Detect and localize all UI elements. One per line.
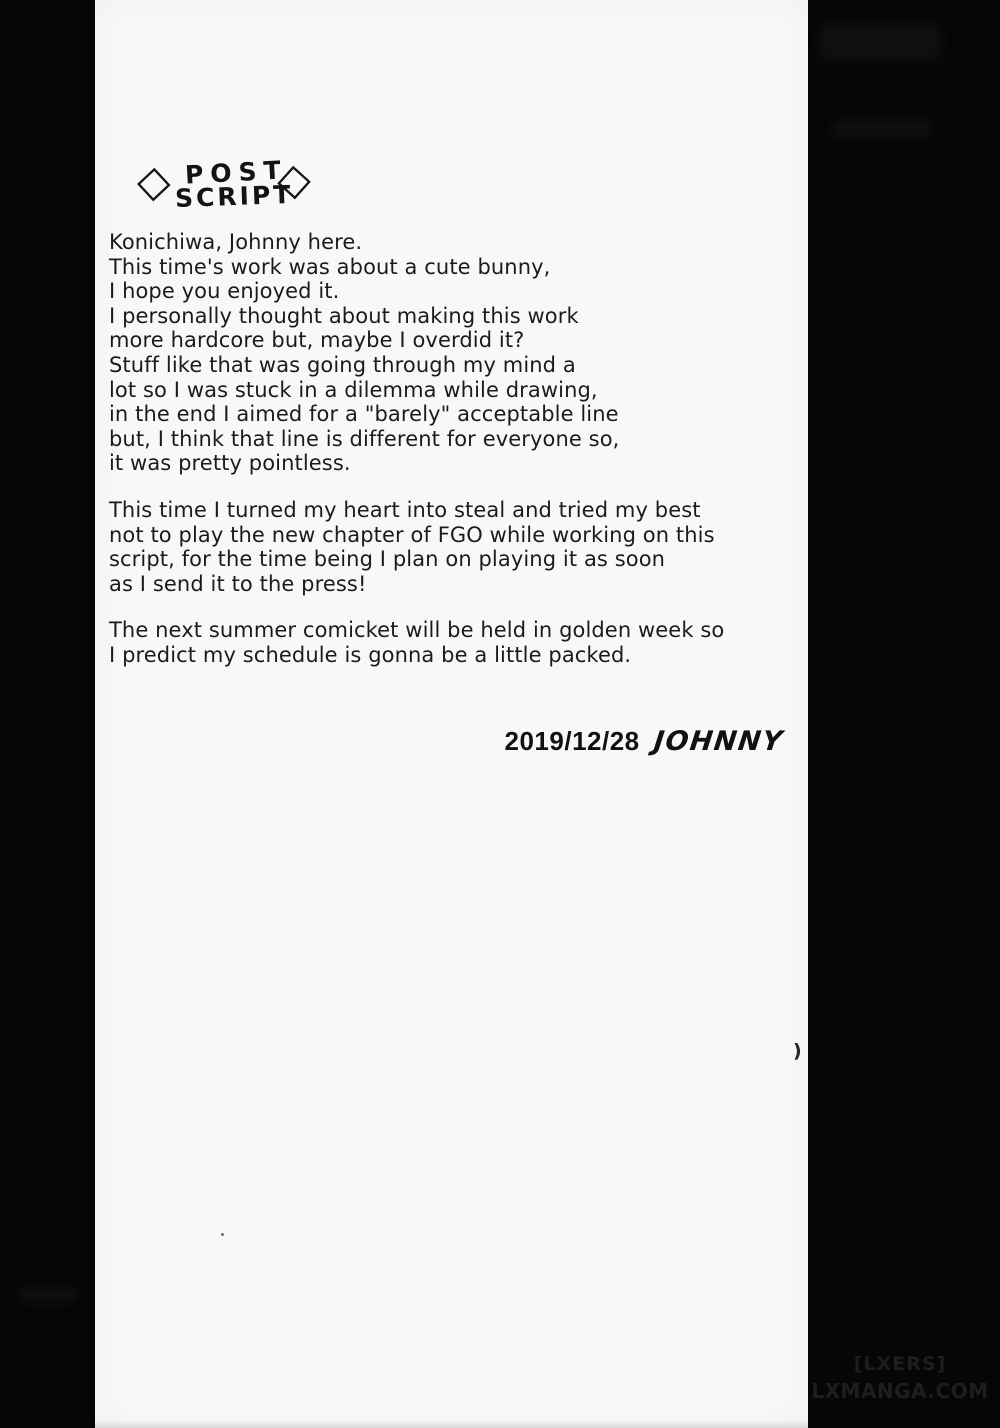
signature-date: 2019/12/28 xyxy=(504,726,640,756)
paragraphs xyxy=(109,230,785,690)
paragraph xyxy=(109,618,785,667)
text-line: I personally thought about making this work xyxy=(109,303,579,328)
paper-bottom-edge xyxy=(95,1419,808,1428)
paragraph xyxy=(109,498,785,596)
text-line: Stuff like that was going through my mind a xyxy=(109,352,576,377)
paper-page xyxy=(95,0,808,1428)
text-line: I hope you enjoyed it. xyxy=(109,279,340,304)
text-line: I predict my schedule is gonna be a little packed. xyxy=(109,642,632,667)
scan-bleed-artifact xyxy=(832,120,932,138)
diamond-icon: ◇ xyxy=(275,153,313,206)
text-line: more hardcore but, maybe I overdid it? xyxy=(109,328,525,353)
text-line: in the end I aimed for a "barely" acceptable line xyxy=(109,402,619,427)
text-line: script, for the time being I plan on playing it as soon xyxy=(109,547,666,572)
postscript-header xyxy=(95,152,435,216)
text-line: This time's work was about a cute bunny, xyxy=(109,254,551,279)
paper-speck xyxy=(221,1233,224,1236)
paragraph xyxy=(109,230,785,476)
text-line: not to play the new chapter of FGO while working on this xyxy=(109,522,715,547)
diamond-icon: ◇ xyxy=(136,155,172,208)
text-line: it was pretty pointless. xyxy=(109,451,351,476)
text-line: The next summer comicket will be held in golden week so xyxy=(109,618,725,643)
text-line: This time I turned my heart into steal and tried my best xyxy=(109,497,701,522)
scan-bleed-artifact xyxy=(820,22,940,60)
header-word-script: SCRIPT xyxy=(174,179,294,214)
text-line: as I send it to the press! xyxy=(109,571,367,596)
text-line: but, I think that line is different for everyone so, xyxy=(109,426,620,451)
watermark-tag: [LXERS] xyxy=(853,1353,947,1375)
text-line: Konichiwa, Johnny here. xyxy=(109,230,363,254)
text-line: lot so I was stuck in a dilemma while drawing, xyxy=(109,377,598,402)
stray-scan-mark: ) xyxy=(793,1040,802,1062)
watermark-url: LXMANGA.COM xyxy=(811,1378,989,1403)
site-watermark xyxy=(810,1352,990,1405)
scan-bleed-artifact xyxy=(18,1288,78,1302)
header-word-post: POST xyxy=(184,155,289,190)
signature-author: JOHNNY xyxy=(651,726,785,757)
signature xyxy=(505,726,783,757)
